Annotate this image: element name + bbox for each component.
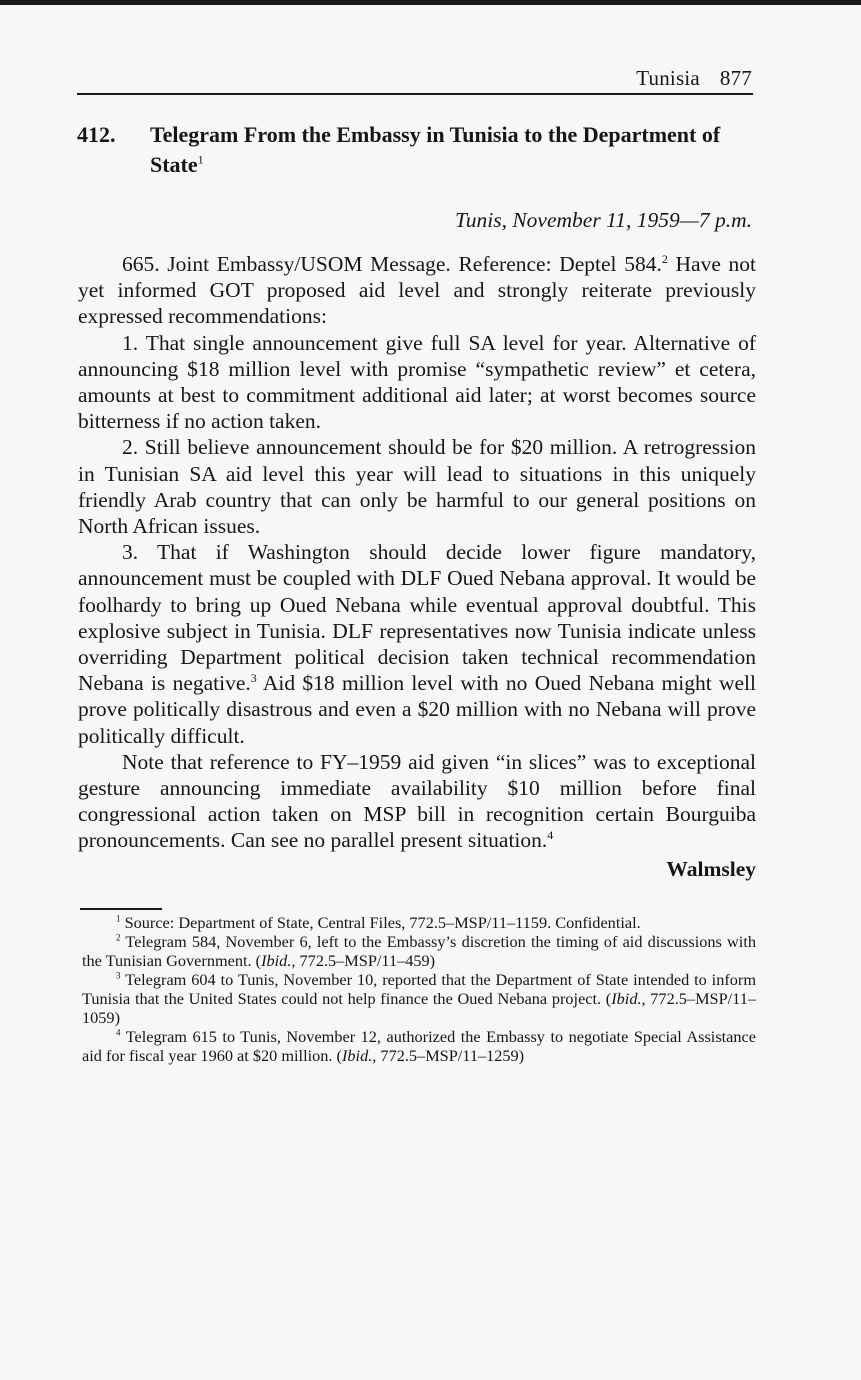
footnote-mark: 1	[116, 913, 121, 924]
signature: Walmsley	[666, 857, 756, 881]
paragraph-point-2: 2. Still believe announcement should be for $20 million. A retrogression in Tunisian SA aid level this year will lead to situations in this uniquely friendly Arab country that can only be harmful to our general positions on North African issues.	[78, 435, 756, 539]
header-rule	[77, 93, 753, 95]
footnote-text-cont: , 772.5–MSP/11–459)	[291, 951, 436, 970]
dateline: Tunis, November 11, 1959—7 p.m.	[454, 208, 752, 232]
paragraph-point-3-text-cont: Aid $18 million level with no Oued Nebana might well prove politically disastrous and even a $20 million with no Nebana will prove politically difficult.	[78, 671, 756, 748]
paragraph-point-1: 1. That single announcement give full SA level for year. Alternative of announcing $18 million level with promise “sympathetic review” et cetera, amounts at best to commitment additional aid later; at worst becomes source bitterness if no action taken.	[78, 330, 756, 434]
footnote-ibid: Ibid.	[611, 989, 642, 1008]
footnote-ibid: Ibid.	[261, 951, 292, 970]
footnote-ibid: Ibid.	[341, 1046, 373, 1065]
footnote-ref-3: 3	[250, 671, 257, 686]
running-head-section: Tunisia	[636, 66, 700, 90]
document-number: 412.	[77, 122, 116, 147]
footnote-ref-4: 4	[547, 828, 554, 843]
document-title-text: Telegram From the Embassy in Tunisia to the Department of State	[150, 122, 721, 177]
footnote-1	[82, 913, 756, 932]
footnote-mark: 3	[116, 970, 121, 981]
footnote-ref-1: 1	[197, 152, 204, 167]
footnote-text-cont: , 772.5–MSP/11–1259)	[372, 1046, 525, 1065]
page-number: 877	[719, 66, 752, 90]
running-head	[636, 66, 752, 91]
footnote-3	[82, 970, 756, 1027]
document-heading	[77, 120, 757, 180]
paragraph-intro	[78, 251, 756, 330]
footnotes	[82, 913, 756, 1065]
footnote-text: Source: Department of State, Central Files, 772.5–MSP/11–1159. Confidential.	[120, 913, 641, 932]
footnote-text-cont: , 772.5–MSP/11–1059)	[82, 989, 756, 1027]
footnote-2	[82, 932, 756, 970]
footnote-mark: 2	[116, 932, 121, 943]
paragraph-intro-text: 665. Joint Embassy/USOM Message. Reference: Deptel 584.	[122, 252, 662, 276]
footnote-text: Telegram 604 to Tunis, November 10, reported that the Department of State intended to inform Tunisia that the United States could not help finance the Oued Nebana project. (	[82, 970, 756, 1008]
paragraph-intro-text-cont: Have not yet informed GOT proposed aid level and strongly reiterate previously expressed recommendations:	[78, 252, 756, 329]
paragraph-note	[78, 749, 756, 854]
footnote-rule	[80, 908, 162, 910]
paragraph-point-3	[78, 539, 756, 749]
page-top-edge	[0, 0, 861, 5]
paragraph-point-3-text: 3. That if Washington should decide lower figure mandatory, announcement must be coupled with DLF Oued Nebana approval. It would be foolhardy to bring up Oued Nebana while eventual approval doubtful. This explosive subject in Tunisia. DLF representatives now Tunisia indicate unless overriding Department political decision taken technical recommendation Nebana is negative.	[78, 540, 756, 696]
footnote-text: Telegram 615 to Tunis, November 12, authorized the Embassy to negotiate Special Assistance aid for fiscal year 1960 at $20 million. (	[82, 1027, 756, 1065]
footnote-text: Telegram 584, November 6, left to the Embassy’s discretion the timing of aid discussions with the Tunisian Government. (	[82, 932, 756, 970]
footnote-mark: 4	[116, 1027, 121, 1038]
document-title	[150, 120, 757, 180]
telegram-body	[78, 251, 756, 854]
paragraph-note-text: Note that reference to FY–1959 aid given “in slices” was to exceptional gesture announcing immediate availability $10 million before final congressional action taken on MSP bill in recognition certain Bourguiba pronouncements. Can see no parallel present situation.	[78, 749, 756, 853]
footnote-4	[82, 1027, 756, 1065]
footnote-ref-2: 2	[661, 251, 668, 266]
